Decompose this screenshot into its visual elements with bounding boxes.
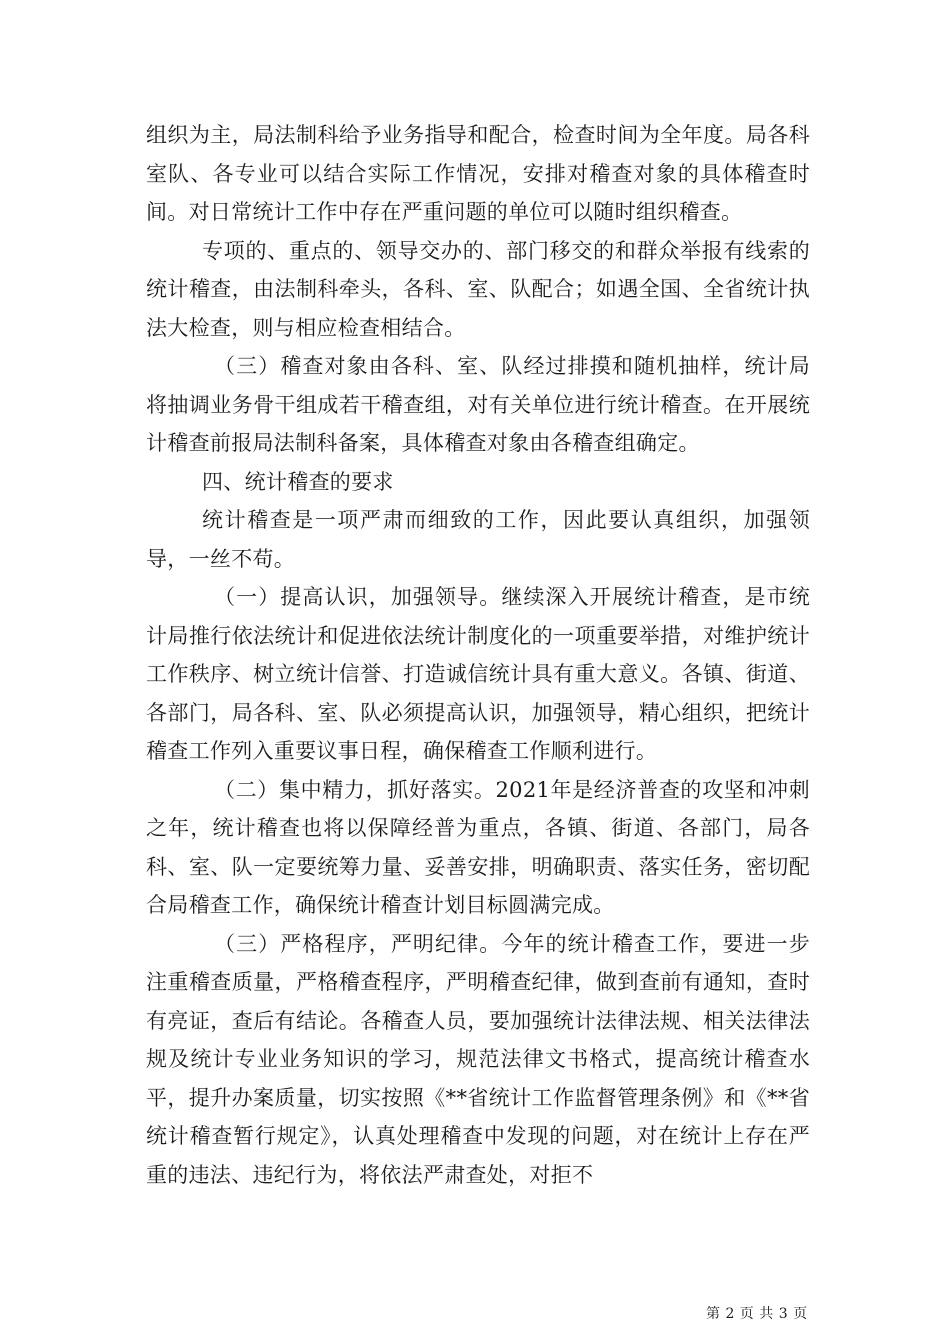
paragraph-requirement-3: （三）严格程序，严明纪律。今年的统计稽查工作，要进一步注重稽查质量，严格稽查程序，严明稽查纪律，做到查前有通知，查时有亮证，查后有结论。各稽查人员，要加强统计法律法规、相关法律法规及统计专业业务知识的学习，规范法律文书格式，提高统计稽查水平，提升办案质量，切实按照《**省统计工作监督管理条例》和《**省统计稽查暂行规定》，认真处理稽查中发现的问题，对在统计上存在严重的违法、违纪行为，将依法严肃查处，对拒不 [146, 931, 810, 1187]
paragraph-requirements-intro: 统计稽查是一项严肃而细致的工作，因此要认真组织，加强领导，一丝不苟。 [146, 508, 810, 571]
section-heading-requirements: 四、统计稽查的要求 [202, 469, 394, 494]
paragraph-special-audits: 专项的、重点的、领导交办的、部门移交的和群众举报有线索的统计稽查，由法制科牵头，各科、室、队配合；如遇全国、全省统计执法大检查，则与相应检查相结合。 [146, 238, 810, 340]
document-body [146, 116, 810, 1194]
paragraph-continuation: 组织为主，局法制科给予业务指导和配合，检查时间为全年度。局各科室队、各专业可以结合实际工作情况，安排对稽查对象的具体稽查时间。对日常统计工作中存在严重问题的单位可以随时组织稽查。 [146, 123, 810, 224]
paragraph-requirement-1: （一）提高认识，加强领导。继续深入开展统计稽查，是市统计局推行依法统计和促进依法统计制度化的一项重要举措，对维护统计工作秩序、树立统计信誉、打造诚信统计具有重大意义。各镇、街道、各部门，局各科、室、队必须提高认识，加强领导，精心组织，把统计稽查工作列入重要议事日程，确保稽查工作顺利进行。 [146, 585, 810, 763]
paragraph-audit-targets: （三）稽查对象由各科、室、队经过排摸和随机抽样，统计局将抽调业务骨干组成若干稽查组，对有关单位进行统计稽查。在开展统计稽查前报局法制科备案，具体稽查对象由各稽查组确定。 [146, 354, 810, 455]
page-number-footer: 第 2 页 共 3 页 [706, 1306, 808, 1322]
paragraph-requirement-2: （二）集中精力，抓好落实。2021年是经济普查的攻坚和冲刺之年，统计稽查也将以保障经普为重点，各镇、街道、各部门，局各科、室、队一定要统筹力量、妥善安排，明确职责、落实任务，密切配合局稽查工作，确保统计稽查计划目标圆满完成。 [146, 777, 810, 917]
